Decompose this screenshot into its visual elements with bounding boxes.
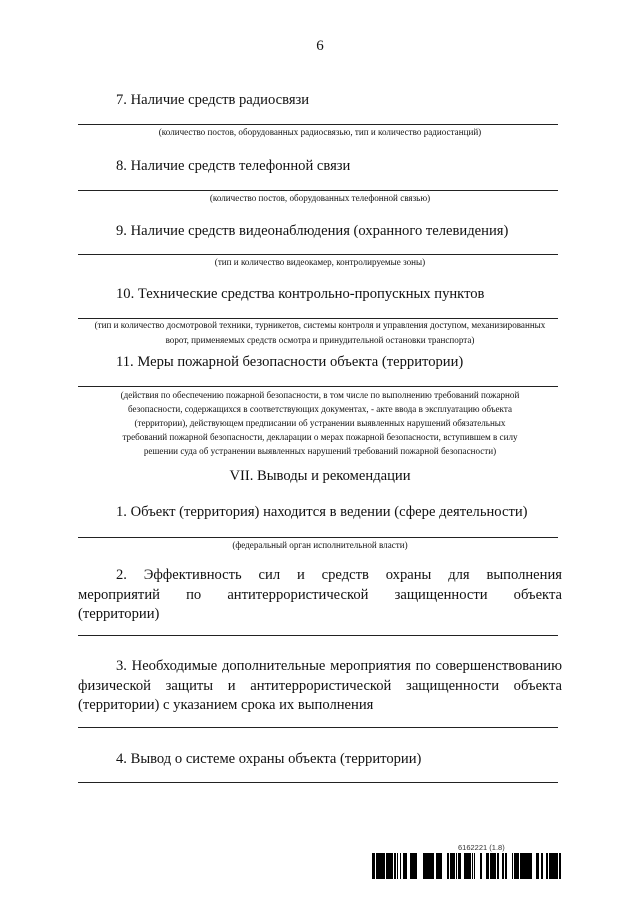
barcode-bar [524,853,525,879]
fill-line [78,537,558,538]
barcode-bar [423,853,425,879]
barcode-bar [412,853,414,879]
section-11-heading: 11. Меры пожарной безопасности объекта (территории) [116,354,464,370]
conclusion-3-line-1: 3. Необходимые дополнительные мероприятия по совершенствованию [116,658,562,674]
barcode-bar [549,853,552,879]
barcode-bar [523,853,524,879]
barcode-bar [376,853,378,879]
barcode-bar [415,853,417,879]
barcode-bar [381,853,382,879]
barcode-bar [388,853,390,879]
barcode-bar [386,853,388,879]
barcode-bar [397,853,398,879]
conclusion-1-hint: (федеральный орган исполнительной власти) [232,540,408,550]
barcode-bar [403,853,405,879]
barcode-bar [542,853,543,879]
barcode-bar [546,853,548,879]
barcode-bar [529,853,530,879]
barcode-bar [456,853,457,879]
section-11-hint-line-4: требований пожарной безопасности, декларации о мерах пожарной безопасности, вступившем в силу [122,432,518,442]
barcode-bar [372,853,373,879]
barcode-bar [560,853,561,879]
fill-line [78,635,558,636]
barcode-bar [438,853,441,879]
barcode-bar [374,853,375,879]
barcode-bar [405,853,406,879]
conclusion-1-text: 1. Объект (территория) находится в ведении (сфере деятельности) [116,504,528,520]
barcode-bar [512,853,513,879]
barcode-bar [514,853,516,879]
barcode-bar [430,853,432,879]
barcode-bar [536,853,538,879]
barcode-bar [506,853,507,879]
barcode-bar [525,853,528,879]
section-8-hint: (количество постов, оборудованных телефонной связью) [209,193,431,203]
barcode-bar [530,853,532,879]
barcode-bar [395,853,396,879]
fill-line [78,782,558,783]
fill-line [78,727,558,728]
section-11-hint-line-1: (действия по обеспечению пожарной безопасности, в том числе по выполнению требований пожарной [120,390,520,400]
fill-line [78,254,558,255]
barcode-bar [436,853,438,879]
barcode-bar [432,853,434,879]
barcode-bar [390,853,393,879]
barcode-bar [459,853,460,879]
section-11-hint-line-2: безопасности, содержащихся в соответствующих документах, - акте ввода в эксплуатацию объекта [128,404,512,414]
conclusion-2-line-2: мероприятий по антитеррористической защищенности объекта [78,586,562,603]
barcode-bar [486,853,489,879]
barcode-bar [518,853,519,879]
section-11-hint-line-3: (территории), действующем предписании об устранении выявленных нарушений обязательных [134,418,506,428]
section-9-heading: 9. Наличие средств видеонаблюдения (охранного телевидения) [116,223,509,239]
barcode [372,853,562,879]
barcode-bar [490,853,493,879]
barcode-bar [552,853,553,879]
section-7-heading: 7. Наличие средств радиосвязи [116,92,310,108]
barcode-bar [406,853,407,879]
barcode-bar [528,853,529,879]
section-8-heading: 8. Наличие средств телефонной связи [116,158,351,174]
chapter-title: VII. Выводы и рекомендации [229,468,411,484]
section-11-hint-line-5: решении суда об устранении выявленных нарушений требований пожарной безопасности) [143,446,497,456]
barcode-bar [458,853,459,879]
conclusion-3-line-3: (территории) с указанием срока их выполнения [78,697,374,713]
barcode-bar [497,853,499,879]
fill-line [78,190,558,191]
conclusion-3-paragraph [78,657,562,716]
barcode-bar [441,853,442,879]
barcode-bar [502,853,503,879]
section-10-hint-line-2: ворот, применяемых средств осмотра и принудительной остановки транспорта) [165,335,475,345]
barcode-bar [555,853,558,879]
barcode-bar [493,853,496,879]
barcode-bar [559,853,560,879]
barcode-bar [521,853,523,879]
barcode-bar [384,853,385,879]
conclusion-3-line-2: физической защиты и антитеррористической защищенности объекта [78,677,562,694]
conclusion-4-text: 4. Вывод о системе охраны объекта (территории) [116,751,422,767]
barcode-bar [517,853,518,879]
barcode-bar [472,853,473,879]
barcode-bar [411,853,412,879]
conclusion-2-line-3: (территории) [78,606,160,622]
barcode-bar [516,853,517,879]
barcode-bar [553,853,555,879]
barcode-bar [541,853,542,879]
barcode-code: 6162221 (1.8) [458,843,505,852]
barcode-bar [452,853,453,879]
barcode-bar [373,853,374,879]
barcode-bar [460,853,461,879]
barcode-bar [450,853,452,879]
barcode-bar [503,853,504,879]
barcode-bar [480,853,482,879]
barcode-bar [427,853,430,879]
section-10-heading: 10. Технические средства контрольно-пропускных пунктов [116,286,485,302]
barcode-bar [400,853,401,879]
barcode-bar [505,853,506,879]
barcode-bar [414,853,415,879]
barcode-bar [425,853,426,879]
barcode-bar [474,853,475,879]
barcode-bar [464,853,467,879]
barcode-bar [410,853,411,879]
barcode-bar [467,853,468,879]
barcode-bar [454,853,455,879]
section-10-hint-line-1: (тип и количество досмотровой техники, турникетов, системы контроля и управления доступом, механизированных [94,320,546,330]
fill-line [78,386,558,387]
barcode-bar [453,853,454,879]
barcode-bar [468,853,470,879]
barcode-bar [382,853,384,879]
barcode-bar [426,853,427,879]
barcode-bar [378,853,381,879]
page-number: 6 [316,38,324,54]
conclusion-2-paragraph [78,566,562,625]
section-7-hint: (количество постов, оборудованных радиосвязью, тип и количество радиостанций) [158,127,482,137]
conclusion-2-line-1: 2. Эффективность сил и средств охраны для выполнения [116,567,562,583]
section-9-hint: (тип и количество видеокамер, контролируемые зоны) [214,257,426,267]
barcode-bar [447,853,448,879]
barcode-bar [394,853,395,879]
barcode-bar [538,853,539,879]
barcode-bar [448,853,449,879]
barcode-bar [520,853,521,879]
fill-line [78,124,558,125]
barcode-bar [470,853,471,879]
